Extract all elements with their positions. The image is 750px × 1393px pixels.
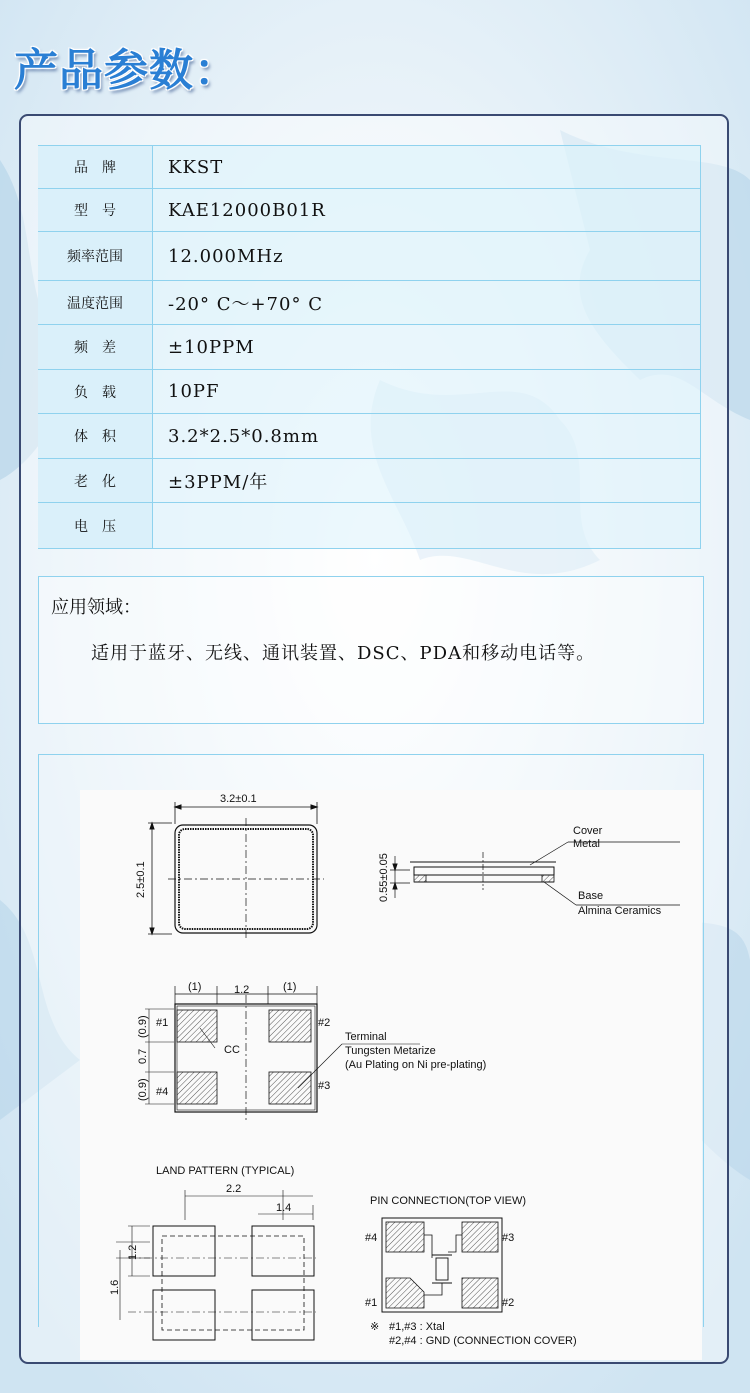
- spec-label: 体 积: [38, 414, 153, 459]
- spec-label: 频 差: [38, 325, 153, 370]
- pad-gap-right: (1): [283, 981, 297, 993]
- pin2-label: #2: [318, 1017, 331, 1029]
- table-row: [38, 232, 701, 281]
- application-text: 适用于蓝牙、无线、通讯装置、DSC、PDA和移动电话等。: [91, 643, 596, 664]
- pc3-label: #3: [502, 1232, 515, 1244]
- table-row: [38, 414, 701, 459]
- pad-h2-label: (0.9): [137, 1078, 149, 1101]
- spec-value: 12.000MHz: [153, 232, 701, 281]
- spec-label: 品 牌: [38, 146, 153, 189]
- top-view: [148, 802, 324, 940]
- table-row: [38, 189, 701, 232]
- page-title: 产品参数：: [14, 45, 239, 96]
- top-height-label: 2.5±0.1: [135, 861, 147, 898]
- spec-value: [153, 503, 701, 549]
- spec-value: KAE12000B01R: [153, 189, 701, 232]
- spec-value: 10PF: [153, 370, 701, 414]
- application-box: [38, 576, 704, 724]
- dimension-drawing-svg: [80, 790, 702, 1360]
- land-12-label: 1.2: [127, 1244, 139, 1260]
- table-row: [38, 325, 701, 370]
- terminal-label: Terminal: [345, 1031, 387, 1043]
- pad-mid-label: 0.7: [137, 1048, 149, 1064]
- side-view: [390, 842, 680, 905]
- pc2-label: #2: [502, 1297, 515, 1309]
- spec-label: 温度范围: [38, 281, 153, 325]
- metal-label: Metal: [573, 838, 600, 850]
- pin3-label: #3: [318, 1080, 331, 1092]
- land-22-label: 2.2: [226, 1183, 242, 1195]
- cc-label: CC: [224, 1044, 240, 1056]
- pin1-label: #1: [156, 1017, 169, 1029]
- note-gnd: #2,#4 : GND (CONNECTION COVER): [389, 1335, 577, 1347]
- spec-value: KKST: [153, 146, 701, 189]
- table-row: [38, 459, 701, 503]
- spec-label: 电 压: [38, 503, 153, 549]
- pin4-label: #4: [156, 1086, 169, 1098]
- table-row: [38, 370, 701, 414]
- table-row: [38, 146, 701, 189]
- table-row: [38, 503, 701, 549]
- table-row: [38, 281, 701, 325]
- pad-h1-label: (0.9): [137, 1015, 149, 1038]
- pin-connection: [382, 1218, 502, 1312]
- spec-value: -20° C～+70° C: [153, 281, 701, 325]
- almina-label: Almina Ceramics: [578, 905, 662, 917]
- pad-gap-left: (1): [188, 981, 202, 993]
- spec-value: ±3PPM/年: [153, 459, 701, 503]
- application-title: 应用领域：: [51, 597, 141, 618]
- spec-label: 型 号: [38, 189, 153, 232]
- cover-label: Cover: [573, 825, 603, 837]
- land-title: LAND PATTERN (TYPICAL): [156, 1165, 295, 1177]
- pc1-label: #1: [365, 1297, 378, 1309]
- pin-connection-title: PIN CONNECTION(TOP VIEW): [370, 1195, 527, 1207]
- note-xtal: #1,#3 : Xtal: [389, 1321, 445, 1333]
- dimension-drawing: [80, 790, 702, 1360]
- spec-table: [38, 145, 701, 549]
- pad-center-label: 1.2: [234, 984, 250, 996]
- top-width-label: 3.2±0.1: [220, 793, 257, 805]
- spec-label: 负 载: [38, 370, 153, 414]
- spec-value: ±10PPM: [153, 325, 701, 370]
- land-14-label: 1.4: [276, 1202, 292, 1214]
- spec-label: 频率范围: [38, 232, 153, 281]
- plating-label: (Au Plating on Ni pre-plating): [345, 1059, 487, 1071]
- tungsten-label: Tungsten Metarize: [345, 1045, 436, 1057]
- side-height-label: 0.55±0.05: [378, 853, 390, 902]
- base-label: Base: [578, 890, 604, 902]
- spec-label: 老 化: [38, 459, 153, 503]
- land-16-label: 1.6: [109, 1279, 121, 1295]
- pc4-label: #4: [365, 1232, 378, 1244]
- note-mark: ※: [370, 1321, 380, 1333]
- spec-value: 3.2*2.5*0.8mm: [153, 414, 701, 459]
